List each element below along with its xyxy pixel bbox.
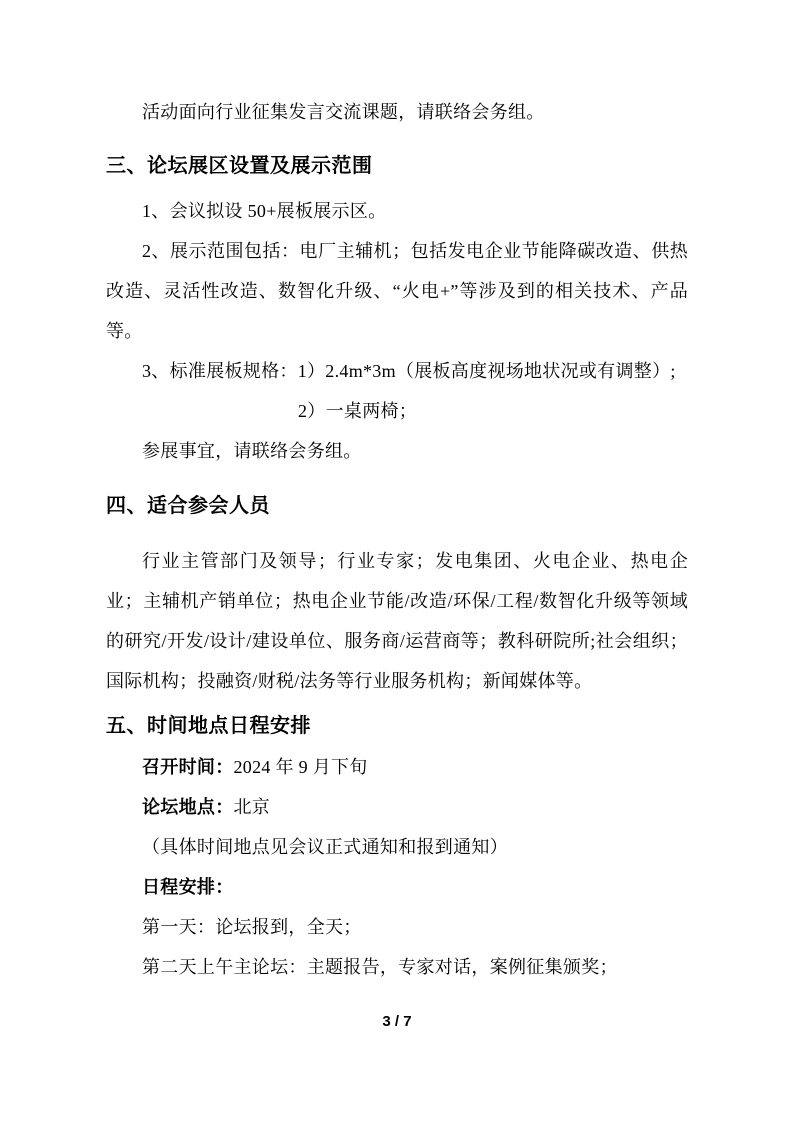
- forum-location-label: 论坛地点：: [142, 797, 234, 817]
- section-five-heading: 五、时间地点日程安排: [106, 715, 311, 737]
- section-three-heading: 三、论坛展区设置及展示范围: [106, 155, 373, 177]
- section-three-item-2: 2、展示范围包括：电厂主辅机；包括发电企业节能降碳改造、供热改造、灵活性改造、数智化升级、“火电+”等涉及到的相关技术、产品等。: [106, 241, 688, 341]
- forum-location-line: [106, 787, 688, 827]
- section-three-note: 参展事宜，请联络会务组。: [142, 441, 362, 461]
- section-three-item-1: 1、会议拟设 50+展板展示区。: [142, 201, 387, 221]
- page-number: 3 / 7: [382, 1013, 412, 1030]
- schedule-label: 日程安排：: [142, 877, 234, 897]
- meeting-time-value: 2024 年 9 月下旬: [233, 757, 368, 777]
- section-four-body: 行业主管部门及领导；行业专家；发电集团、火电企业、热电企业；主辅机产销单位；热电企业节能/改造/环保/工程/数智化升级等领域的研究/开发/设计/建设单位、服务商/运营商等；教科研院所;社会组织；国际机构；投融资/财税/法务等行业服务机构；新闻媒体等。: [106, 551, 688, 691]
- section-four-heading: 四、适合参会人员: [106, 495, 270, 517]
- section-three-item-3-sub: 2）一桌两椅；: [298, 401, 418, 421]
- forum-location-value: 北京: [233, 797, 271, 817]
- meeting-time-line: [106, 747, 688, 787]
- section-three-item-3-spec: 3、标准展板规格：1）2.4m*3m（展板高度视场地状况或有调整）;: [142, 361, 676, 381]
- schedule-day-2: 第二天上午主论坛：主题报告，专家对话，案例征集颁奖；: [142, 957, 618, 977]
- meeting-time-label: 召开时间：: [142, 757, 234, 777]
- schedule-day-1: 第一天：论坛报到，全天；: [142, 917, 362, 937]
- paragraph-intro: 活动面向行业征集发言交流课题，请联络会务组。: [142, 102, 545, 122]
- section-five-note: （具体时间地点见会议正式通知和报到通知）: [142, 837, 508, 857]
